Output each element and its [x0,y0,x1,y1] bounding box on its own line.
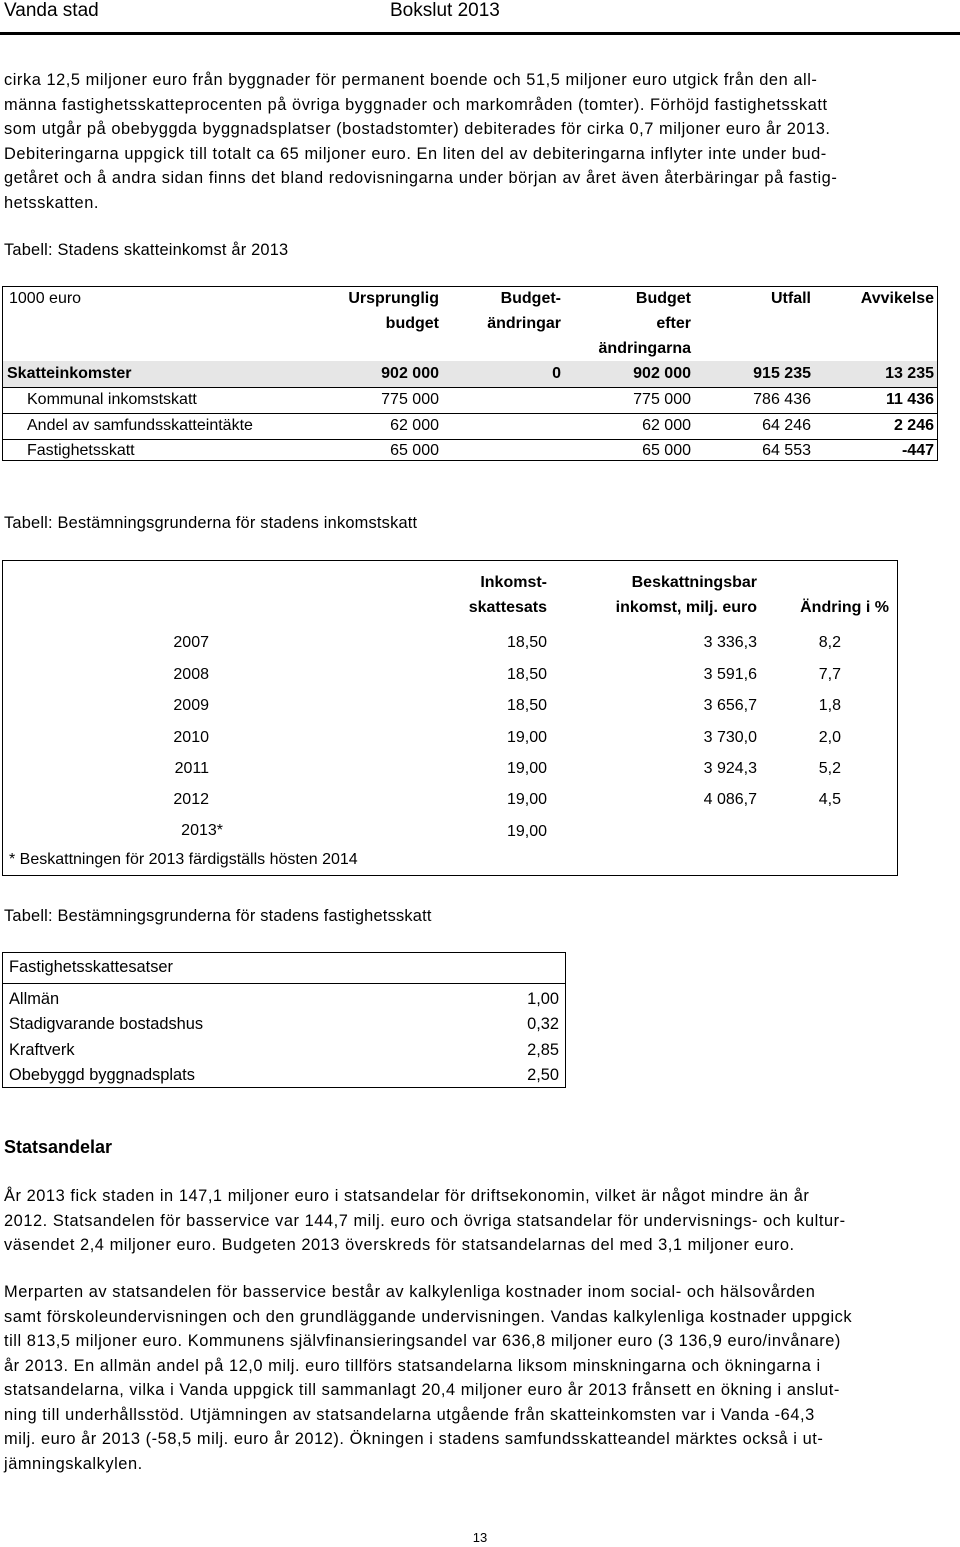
row-value: 2,50 [527,1066,559,1084]
row-year: 2007 [173,634,209,651]
row-income: 3 336,3 [703,634,757,651]
row-change: 7,7 [818,666,841,683]
row-rate: 19,00 [506,729,547,746]
header-budget-changes-1: Budget- [500,290,561,307]
row-income: 4 086,7 [703,791,757,808]
row-label: Obebyggd byggnadsplats [9,1066,195,1084]
row-change: 8,2 [818,634,841,651]
row-year: 2010 [173,729,209,746]
header-original-budget-1: Ursprunglig [348,290,439,307]
row-after: 902 000 [633,365,691,382]
row-outcome: 64 553 [762,442,811,459]
text-line: år 2013. En allmän andel på 12,0 milj. euro tillförs statsandelarna liksom minskningarna och ökningarna i [4,1356,821,1375]
row-year: 2009 [173,697,209,714]
row-year: 2012 [173,791,209,808]
table1-caption: Tabell: Stadens skatteinkomst år 2013 [4,241,289,259]
text-line: hetsskatten. [4,193,99,212]
header-left-title: Vanda stad [4,0,99,21]
row-outcome: 915 235 [753,365,811,382]
row-change: 4,5 [818,791,841,808]
text-line: getåret och å andra sidan finns det bland redovisningarna under början av året även återbäringar på fastig- [4,169,838,187]
header-taxable-income-1: Beskattningsbar [631,574,757,591]
row-outcome: 64 246 [762,417,811,434]
row-rate: 18,50 [506,634,547,651]
header-tax-rate-2: skattesats [468,599,547,616]
row-change: 2,0 [818,729,841,746]
header-label: Fastighetsskattesatser [9,958,173,976]
header-tax-rate-1: Inkomst- [480,574,547,591]
header-change: Ändring i % [800,599,889,616]
row-year: 2011 [174,760,209,777]
row-income: 3 730,0 [703,729,757,746]
row-change: 5,2 [818,760,841,777]
statsandelar-paragraph-2 [4,1280,956,1476]
section-heading: Statsandelar [4,1137,113,1157]
row-change: 1,8 [818,697,841,714]
header-divider [3,983,565,984]
row-label: Andel av samfundsskatteintäkte [27,417,253,434]
table3-caption: Tabell: Bestämningsgrunderna för stadens fastighetsskatt [4,907,432,925]
row-rate: 19,00 [506,760,547,777]
intro-paragraph [4,68,954,215]
header-original-budget-2: budget [385,315,439,332]
header-budget-after-2: efter [656,315,691,332]
row-value: 2,85 [527,1041,559,1059]
header-budget-changes-2: ändringar [487,315,561,332]
text-line: männa fastighetsskatteprocenten på övriga byggnader och markområden (tomter). Förhöjd fastighetsskatt [4,95,828,114]
text-line: till 813,5 miljoner euro. Kommunens självfinansieringsandel var 636,8 miljoner euro (3 136,9 euro/invånare) [4,1332,841,1350]
text-line: cirka 12,5 miljoner euro från byggnader för permanent boende och 51,5 miljoner euro utgick från den all- [4,71,818,89]
footnote: * Beskattningen för 2013 färdigställs hösten 2014 [9,851,358,868]
row-rate: 18,50 [506,666,547,683]
row-value: 1,00 [527,990,559,1008]
row-deviation: -447 [901,442,934,459]
row-divider [3,413,937,414]
header-unit: 1000 euro [9,290,82,307]
row-original: 775 000 [381,391,439,408]
statsandelar-paragraph-1 [4,1184,956,1258]
row-deviation: 11 436 [885,391,934,408]
row-after: 62 000 [642,417,691,434]
row-deviation: 13 235 [885,365,934,382]
property-tax-rates-table [2,952,566,1088]
header-taxable-income-2: inkomst, milj. euro [615,599,757,616]
text-line: jämningskalkylen. [4,1454,143,1473]
row-income: 3 591,6 [703,666,757,683]
header-outcome: Utfall [771,290,811,307]
row-income: 3 924,3 [703,760,757,777]
row-original: 65 000 [390,442,439,459]
row-rate: 19,00 [506,823,547,840]
row-changes: 0 [552,365,561,382]
row-label: Allmän [9,990,60,1008]
header-right-title: Bokslut 2013 [390,0,500,21]
row-rate: 19,00 [506,791,547,808]
row-label: Fastighetsskatt [27,442,135,459]
text-line: väsendet 2,4 miljoner euro. Budgeten 2013 överskreds för statsandelarnas del med 3,1 miljoner euro. [4,1236,795,1254]
table2-caption: Tabell: Bestämningsgrunderna för stadens inkomstskatt [4,514,418,532]
header-budget-after-3: ändringarna [598,340,691,357]
row-value: 0,32 [527,1015,559,1033]
row-rate: 18,50 [506,697,547,714]
row-after: 65 000 [642,442,691,459]
text-line: ning till underhållsstöd. Utjämningen av statsandelarna utgående från skatteinkomsten var i Vanda -64,3 [4,1405,815,1424]
income-tax-basis-table [2,560,898,876]
text-line: 2012. Statsandelen för basservice var 144,7 milj. euro och övriga statsandelar för undervisnings- och kultur- [4,1211,846,1230]
row-label: Kommunal inkomstskatt [27,391,197,408]
row-after: 775 000 [633,391,691,408]
page-number: 13 [472,1530,488,1545]
text-line: Debiteringarna uppgick till totalt ca 65 miljoner euro. En liten del av debiteringarna inflyter inte under bud- [4,144,827,163]
text-line: År 2013 fick staden in 147,1 miljoner euro i statsandelar för driftsekonomin, vilket är något mindre än år [4,1187,810,1205]
row-income: 3 656,7 [703,697,757,714]
row-year: 2013* [181,822,223,839]
text-line: som utgår på obebyggda byggnadsplatser (bostadstomter) debiterades för cirka 0,7 miljoner euro år 2013. [4,120,831,138]
row-divider [3,439,937,440]
header-deviation: Avvikelse [860,290,934,307]
row-outcome: 786 436 [753,391,811,408]
row-label: Skatteinkomster [7,365,132,382]
text-line: Merparten av statsandelen för basservice består av kalkylenliga kostnader inom social- och hälsovården [4,1283,816,1301]
row-label: Stadigvarande bostadshus [9,1015,204,1033]
header-budget-after-1: Budget [635,290,691,307]
text-line: milj. euro år 2013 (-58,5 milj. euro år 2012). Ökningen i stadens samfundsskatteandel märktes också i ut- [4,1430,824,1448]
row-year: 2008 [173,666,209,683]
row-label: Kraftverk [9,1041,75,1059]
header-rule [0,32,960,35]
row-original: 62 000 [390,417,439,434]
tax-income-table [2,286,938,461]
page-header [0,0,960,34]
text-line: statsandelarna, vilka i Vanda uppgick till sammanlagt 20,4 miljoner euro år 2013 frånsett en ökning i anslut- [4,1381,840,1399]
row-divider [3,387,937,388]
text-line: samt förskoleundervisningen och den grundläggande undervisningen. Vandas kalkylenliga kostnader uppgick [4,1307,853,1326]
row-original: 902 000 [381,365,439,382]
row-deviation: 2 246 [893,417,934,434]
